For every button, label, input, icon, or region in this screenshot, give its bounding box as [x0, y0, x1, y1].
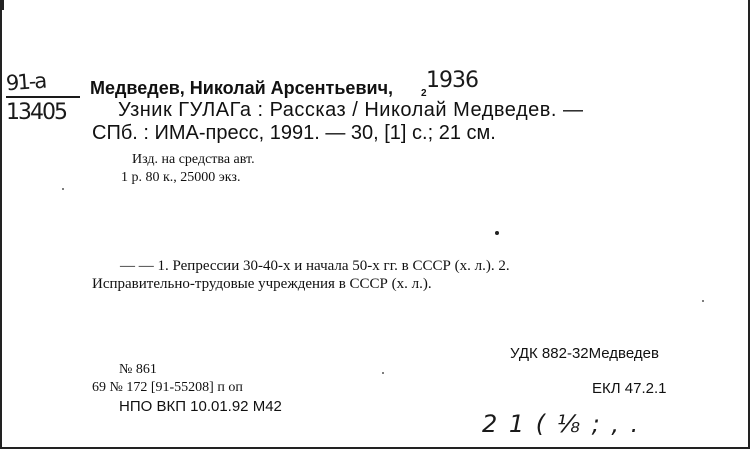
card-number: № 861	[119, 362, 157, 377]
handwritten-bottom-note: 2 1 ( ⅛ ; , .	[482, 410, 641, 438]
author-heading: Медведев, Николай Арсентьевич,	[90, 78, 394, 98]
shelf-mark-divider	[6, 96, 80, 98]
scan-speck	[382, 372, 384, 374]
funding-note: Изд. на средства авт.	[132, 152, 255, 167]
subject-headings-line-2: Исправительно-трудовые учреждения в СССР (х. л.).	[92, 276, 432, 292]
author-superscript: 2	[421, 88, 427, 99]
card-edge-mark	[2, 0, 4, 10]
ink-dot	[495, 231, 499, 235]
registration-number: 69 № 172 [91-55208] п оп	[92, 380, 243, 395]
ekl-classification: ЕКЛ 47.2.1	[592, 380, 667, 397]
handwritten-year: 1936	[426, 68, 478, 93]
handwritten-shelf-mark-top: 91-a	[5, 68, 46, 96]
price-note: 1 р. 80 к., 25000 экз.	[121, 170, 241, 185]
title-statement: Узник ГУЛАГа : Рассказ / Николай Медведев. —	[118, 99, 584, 121]
scan-speck	[702, 300, 704, 302]
handwritten-shelf-mark-bottom: 13405	[6, 100, 66, 125]
scan-speck	[62, 188, 64, 190]
publication-statement: СПб. : ИМА-пресс, 1991. — 30, [1] с.; 21 см.	[92, 122, 496, 144]
subject-headings-line-1: — — 1. Репрессии 30-40-х и начала 50-х гг. в СССР (х. л.). 2.	[120, 258, 510, 274]
printer-imprint: НПО ВКП 10.01.92 М42	[119, 398, 282, 415]
udk-classification: УДК 882-32Медведев	[510, 345, 659, 362]
